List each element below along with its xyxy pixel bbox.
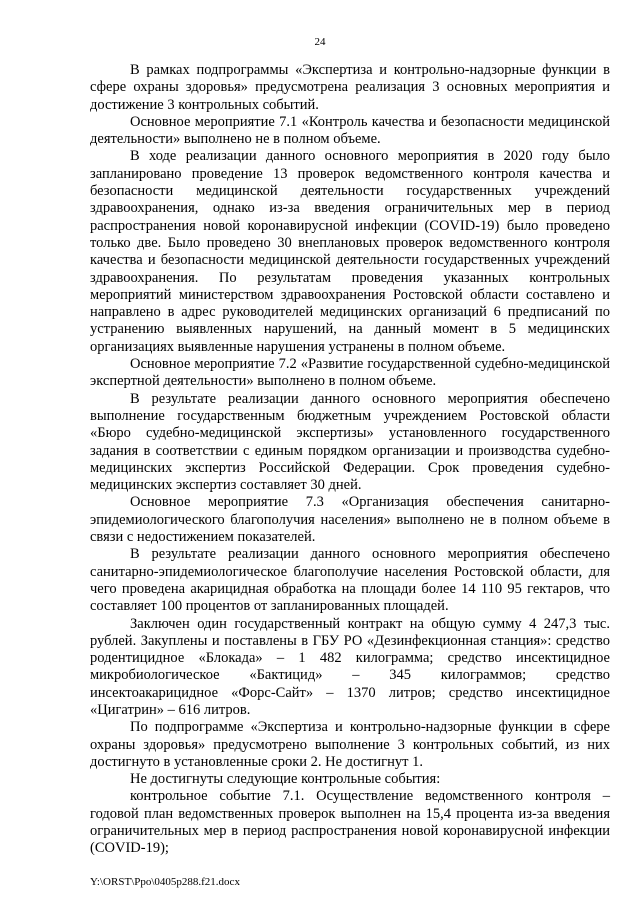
paragraph-activity-7-3-details: В результате реализации данного основного мероприятия обеспечено санитарно-эпидемиологическое благополучие населения Ростовской области, для чего проведена акарицидная обработка на площади более 14 110 95 гектаров, что составляет 100 процентов от запланированных площадей. <box>90 546 610 615</box>
paragraph-activity-7-1: Основное мероприятие 7.1 «Контроль качества и безопасности медицинской деятельности» выполнено не в полном объеме. <box>90 113 610 148</box>
paragraph-activity-7-3: Основное мероприятие 7.3 «Организация обеспечения санитарно-эпидемиологического благополучия населения» выполнено не в полном объеме в связи с недостижением показателей. <box>90 494 610 546</box>
paragraph-activity-7-2-details: В результате реализации данного основного мероприятия обеспечено выполнение государственным бюджетным учреждением Ростовской области «Бюро судебно-медицинской экспертизы» установленного государственного задания в соответствии с единым порядком организации и производства судебно-медицинских экспертиз Российской Федерации. Срок проведения судебно-медицинских экспертиз составляет 30 дней. <box>90 390 610 494</box>
footer-file-path: Y:\ORST\Ppo\0405p288.f21.docx <box>90 876 240 888</box>
paragraph-control-event-7-1: контрольное событие 7.1. Осуществление ведомственного контроля – годовой план ведомственных проверок выполнен на 15,4 процента из-за введения ограничительных мер в период распространения новой коронавирусной инфекции (COVID-19); <box>90 788 610 857</box>
paragraph-contract: Заключен один государственный контракт на общую сумму 4 247,3 тыс. рублей. Закуплены и поставлены в ГБУ РО «Дезинфекционная станция»: средство родентицидное «Блокада» – 1 482 килограмма; средство инсектицидное микробиологическое «Бактицид» – 345 килограммов; средство инсектоакарицидное «Форс-Сайт» – 1370 литров; средство инсектицидное «Цигатрин» – 616 литров. <box>90 615 610 718</box>
paragraph-unachieved-events-heading: Не достигнуты следующие контрольные события: <box>130 771 441 788</box>
document-body <box>90 62 610 858</box>
paragraph-activity-7-2: Основное мероприятие 7.2 «Развитие государственной судебно-медицинской экспертной деятельности» выполнено в полном объеме. <box>90 356 610 390</box>
paragraph-subprogram-intro: В рамках подпрограммы «Экспертиза и контрольно-надзорные функции в сфере охраны здоровья» предусмотрена реализация 3 основных мероприятия и достижение 3 контрольных событий. <box>90 62 610 113</box>
page-number: 24 <box>314 36 326 48</box>
paragraph-control-events-summary: По подпрограмме «Экспертиза и контрольно-надзорные функции в сфере охраны здоровья» предусмотрено выполнение 3 контрольных событий, из них достигнуто в установленные сроки 2. Не достигнут 1. <box>90 719 610 770</box>
paragraph-activity-7-1-details: В ходе реализации данного основного мероприятия в 2020 году было запланировано проведение 13 проверок ведомственного контроля качества и безопасности медицинской деятельности государственных учреждений здравоохранения, однако из-за введения ограничительных мер в период распространения новой коронавирусной инфекции (COVID-19) было проведено только две. Было проведено 30 внеплановых проверок ведомственного контроля качества и безопасности медицинской деятельности государственных учреждений здравоохранения. По результатам проведения указанных контрольных мероприятий министерством здравоохранения Ростовской области составлено и направлено в адрес руководителей медицинских организаций 6 предписаний по устранению выявленных нарушений, на данный момент в 5 медицинских организациях выявленные нарушения устранены в полном объеме. <box>90 148 610 355</box>
